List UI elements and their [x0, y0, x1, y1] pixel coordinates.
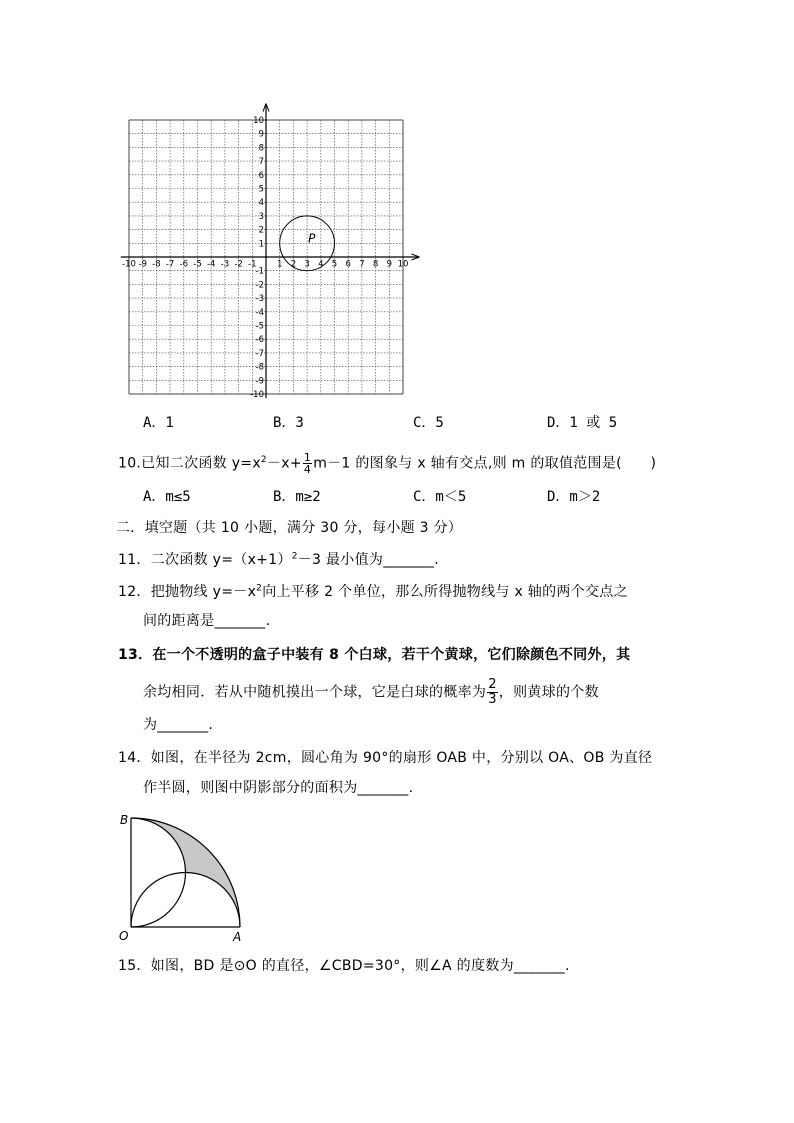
x-tick-labels: [122, 260, 408, 270]
x-tick-label: 10: [397, 259, 409, 270]
x-tick-label: 9: [386, 259, 393, 270]
x-tick-label: 1: [276, 259, 283, 270]
y-tick-label: -8: [255, 362, 264, 373]
sector-figure: [115, 810, 255, 945]
q10-choice-d[interactable]: D．m＞2: [547, 489, 601, 505]
y-tick-label: -7: [255, 348, 264, 359]
y-tick-label: 2: [258, 225, 264, 236]
x-tick-label: 3: [304, 259, 310, 270]
y-tick-label: -2: [255, 280, 264, 291]
x-tick-label: -1: [248, 259, 257, 270]
x-tick-label: 2: [290, 259, 297, 270]
q15-text: 15．如图，BD 是⊙O 的直径，∠CBD=30°，则∠A 的度数为_______.: [118, 958, 570, 974]
axes: [121, 104, 420, 399]
y-tick-label: -5: [255, 321, 264, 332]
y-tick-label: 9: [258, 129, 264, 140]
y-tick-label: 6: [258, 170, 264, 181]
y-tick-label: 10: [253, 116, 264, 126]
q10-fraction: $\frac{1}{4}$: [303, 451, 312, 476]
q9-choice-d[interactable]: D．1 或 5: [547, 415, 618, 431]
q9-choice-c[interactable]: C．5: [413, 415, 444, 431]
x-tick-label: -3: [220, 259, 230, 270]
q12-line2: 间的距离是_______.: [143, 613, 271, 629]
q11-text: 11．二次函数 $y=(x+1)^2-3$ 最小值为_______.: [118, 551, 440, 568]
q13-line1: 13．在一个不透明的盒子中装有 8 个白球，若干个黄球，它们除颜色不同外，其: [118, 647, 631, 663]
q12-line1: 12．把抛物线 $y=-x^2$向上平移 2 个单位，那么所得抛物线与 x 轴的两个交点之: [118, 583, 628, 600]
q10-stem: 10.已知二次函数 $y=x^2-x+$ $\frac{1}{4}$ m－1 的图象与 x 轴有交点,则 m 的取值范围是( ): [118, 451, 657, 476]
x-tick-label: -4: [206, 259, 216, 270]
point-p-label: P: [308, 231, 316, 246]
x-tick-label: -7: [165, 259, 175, 270]
label-a: A: [233, 930, 242, 944]
x-tick-label: -6: [179, 259, 189, 270]
y-tick-label: 5: [258, 184, 264, 195]
x-tick-label: -2: [234, 259, 243, 270]
y-tick-label: -10: [250, 390, 264, 400]
y-tick-label: 7: [258, 157, 264, 168]
label-o: O: [119, 929, 129, 943]
q9-choice-b[interactable]: B．3: [273, 415, 304, 431]
x-tick-label: -9: [138, 259, 147, 270]
q10-choice-c[interactable]: C．m＜5: [413, 489, 467, 505]
q10-choice-b[interactable]: B．m≥2: [273, 489, 321, 505]
section-2-heading: 二．填空题（共 10 小题，满分 30 分，每小题 3 分）: [116, 520, 463, 536]
q13-fraction: $\frac{2}{3}$: [488, 677, 497, 707]
x-tick-label: 5: [331, 259, 338, 270]
x-tick-label: 6: [345, 259, 351, 270]
y-tick-label: -6: [255, 335, 264, 346]
y-tick-label: -1: [255, 266, 264, 277]
q9-choice-a[interactable]: A．1: [143, 415, 174, 431]
coordinate-grid-figure: [115, 100, 425, 400]
q14-line1: 14．如图，在半径为 2cm，圆心角为 90°的扇形 OAB 中，分别以 OA、OB 为直径: [118, 750, 653, 766]
y-tick-label: -4: [255, 307, 264, 318]
x-tick-label: 8: [372, 259, 379, 270]
q13-line3: 为_______.: [143, 717, 214, 733]
q10-choice-a[interactable]: A．m≤5: [143, 489, 191, 505]
x-tick-label: 7: [359, 259, 365, 270]
y-tick-label: 8: [258, 143, 264, 154]
y-tick-label: -9: [255, 376, 264, 387]
x-tick-label: -10: [122, 259, 136, 270]
y-tick-label: -3: [255, 294, 264, 305]
x-tick-label: -8: [152, 259, 161, 270]
y-tick-label: 1: [258, 239, 264, 250]
q14-line2: 作半圆，则图中阴影部分的面积为_______.: [143, 780, 414, 796]
label-b: B: [120, 813, 129, 827]
x-tick-label: 4: [318, 259, 324, 270]
y-tick-label: 4: [258, 198, 264, 209]
q13-line2: 余均相同．若从中随机摸出一个球，它是白球的概率为 $\frac{2}{3}$ ，则黄球的个数: [143, 677, 599, 707]
y-tick-label: 3: [258, 211, 264, 222]
x-tick-label: -5: [193, 259, 202, 270]
